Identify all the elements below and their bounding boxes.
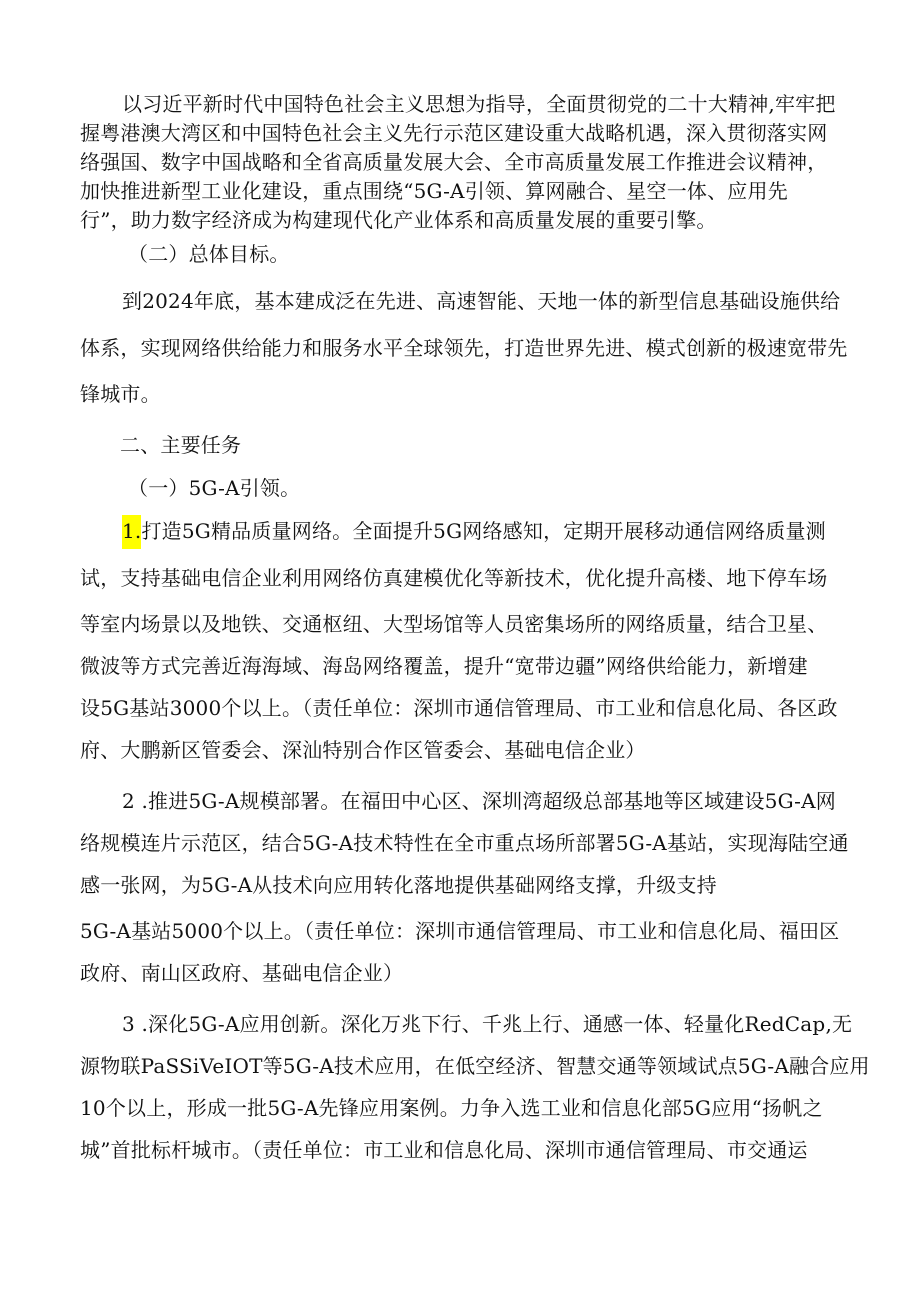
subsection-heading-5ga: （一）5G-A引领。 [128, 476, 301, 500]
intro-line-2: 握粤港澳大湾区和中国特色社会主义先行示范区建设重大战略机遇，深入贯彻落实网 [80, 121, 828, 145]
item2-line-5: 政府、南山区政府、基础电信企业） [80, 961, 404, 985]
intro-line-5: 行”，助力数字经济成为构建现代化产业体系和高质量发展的重要引擎。 [80, 208, 717, 232]
item3-line-4: 城”首批标杆城市。（责任单位：市工业和信息化局、深圳市通信管理局、市交通运 [80, 1138, 808, 1162]
item2-line-2: 络规模连片示范区，结合5G-A技术特性在全市重点场所部署5G-A基站，实现海陆空通 [80, 831, 849, 855]
item1-line-4: 微波等方式完善近海海域、海岛网络覆盖，提升“宽带边疆”网络供给能力，新增建 [80, 654, 808, 678]
goal-line-3: 锋城市。 [80, 382, 161, 406]
item1-line-1-text: 打造5G精品质量网络。全面提升5G网络感知，定期开展移动通信网络质量测 [141, 519, 826, 543]
section-heading-goal: （二）总体目标。 [128, 242, 290, 266]
goal-line-2: 体系，实现网络供给能力和服务水平全球领先，打造世界先进、模式创新的极速宽带先 [80, 336, 848, 360]
item1-line-2: 试，支持基础电信企业利用网络仿真建模优化等新技术，优化提升高楼、地下停车场 [80, 566, 828, 590]
item1-line-1 [122, 517, 826, 545]
intro-line-1: 以习近平新时代中国特色社会主义思想为指导，全面贯彻党的二十大精神,牢牢把 [122, 92, 836, 116]
item1-line-5: 设5G基站3000个以上。（责任单位：深圳市通信管理局、市工业和信息化局、各区政 [80, 696, 838, 720]
item1-line-6: 府、大鹏新区管委会、深汕特别合作区管委会、基础电信企业） [80, 738, 646, 762]
goal-line-1: 到2024年底，基本建成泛在先进、高速智能、天地一体的新型信息基础设施供给 [122, 289, 841, 313]
intro-line-4: 加快推进新型工业化建设，重点围绕“5G-A引领、算网融合、星空一体、应用先 [80, 179, 788, 203]
item2-line-4: 5G-A基站5000个以上。（责任单位：深圳市通信管理局、市工业和信息化局、福田区 [80, 919, 840, 943]
item3-line-3: 10个以上，形成一批5G-A先锋应用案例。力争入选工业和信息化部5G应用“扬帆之 [80, 1096, 823, 1120]
section-heading-tasks: 二、主要任务 [120, 433, 242, 457]
item1-number-highlight: 1. [122, 515, 141, 549]
item2-line-1: 2 .推进5G-A规模部署。在福田中心区、深圳湾超级总部基地等区域建设5G-A网 [122, 789, 836, 813]
item3-line-2: 源物联PaSSiVeIOT等5G-A技术应用，在低空经济、智慧交通等领域试点5G-A融合应用 [80, 1054, 870, 1078]
item1-line-3: 等室内场景以及地铁、交通枢纽、大型场馆等人员密集场所的网络质量，结合卫星、 [80, 612, 828, 636]
item2-line-3: 感一张网，为5G-A从技术向应用转化落地提供基础网络支撑，升级支持 [80, 873, 717, 897]
intro-line-3: 络强国、数字中国战略和全省高质量发展大会、全市高质量发展工作推进会议精神， [80, 150, 828, 174]
item3-line-1: 3 .深化5G-A应用创新。深化万兆下行、千兆上行、通感一体、轻量化RedCap,无 [122, 1012, 853, 1036]
